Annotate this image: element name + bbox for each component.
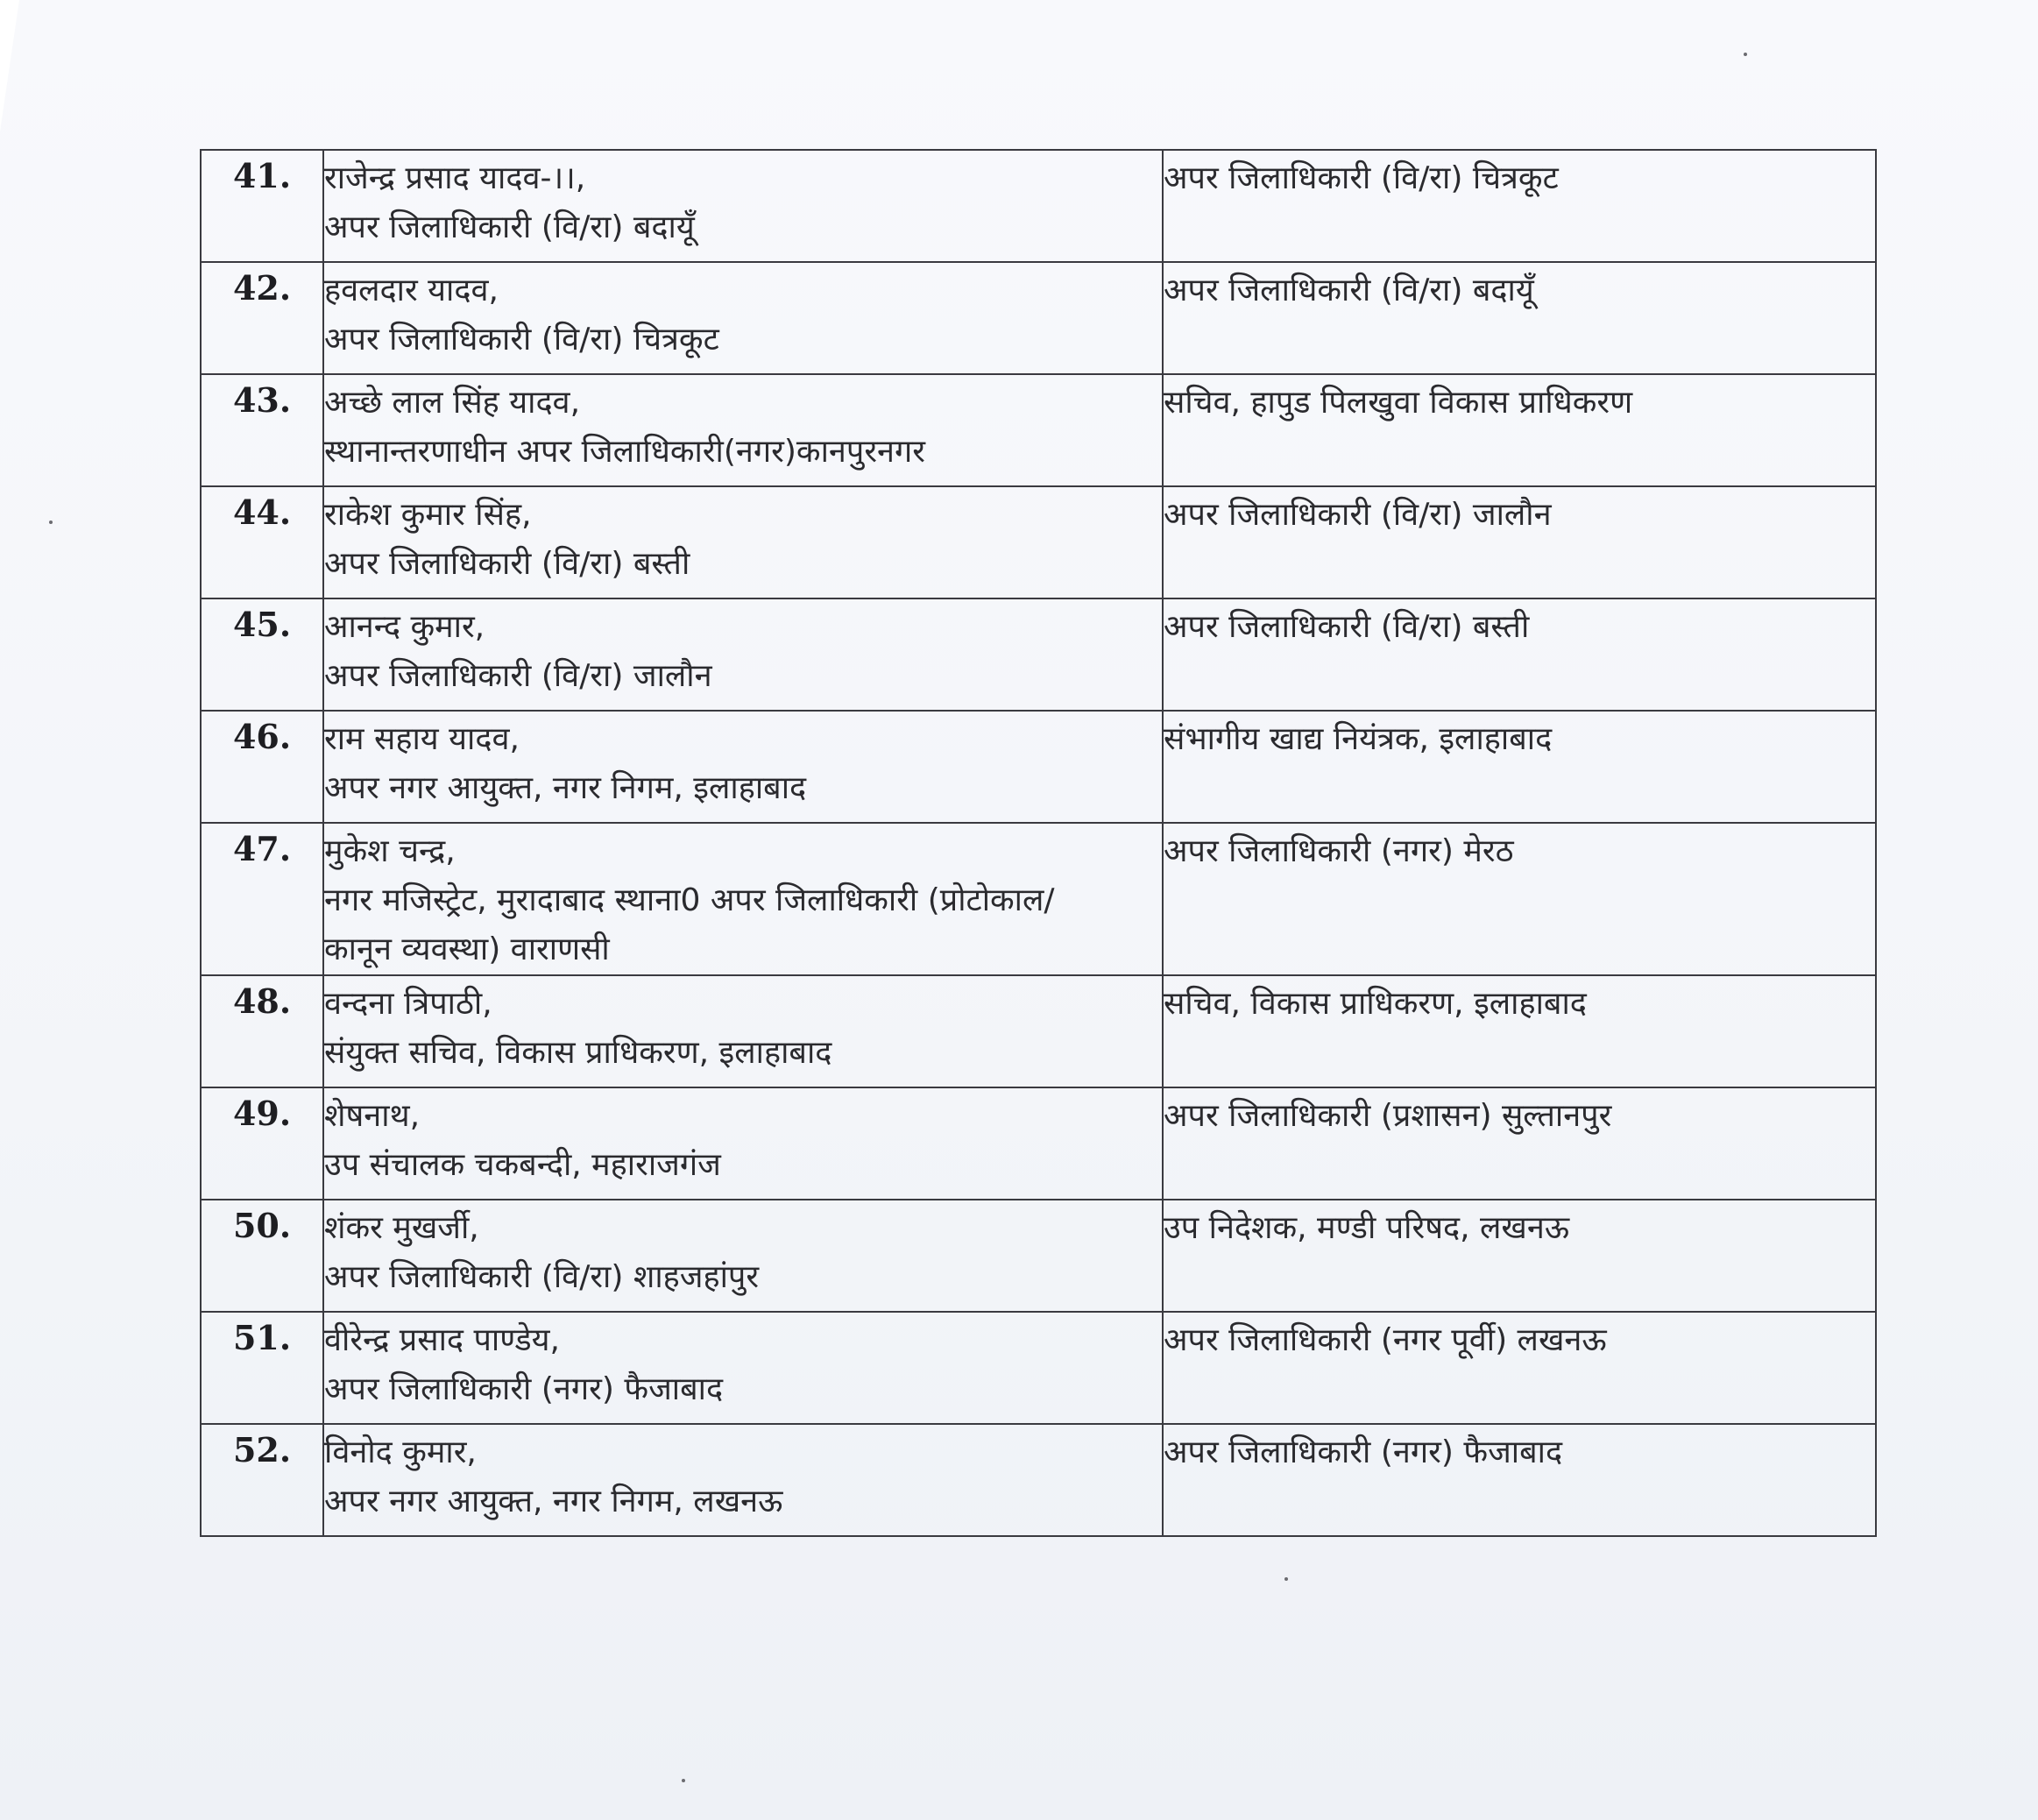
officer-name: आनन्द कुमार, xyxy=(324,609,485,645)
new-post-cell xyxy=(1163,1424,1876,1536)
serial-number: 52. xyxy=(232,1430,292,1469)
serial-number: 48. xyxy=(232,981,292,1021)
current-post: अपर नगर आयुक्त, नगर निगम, इलाहाबाद xyxy=(324,770,807,806)
serial-number-cell xyxy=(201,150,323,262)
current-post: नगर मजिस्ट्रेट, मुरादाबाद स्थाना0 अपर जिलाधिकारी (प्रोटोकाल/ xyxy=(324,882,1055,918)
new-post: अपर जिलाधिकारी (नगर) फैजाबाद xyxy=(1164,1434,1563,1470)
officer-cell xyxy=(323,1312,1163,1424)
table-row xyxy=(201,374,1876,486)
scan-speck xyxy=(1744,53,1747,56)
serial-number-cell xyxy=(201,823,323,975)
officer-cell xyxy=(323,711,1163,823)
new-post: अपर जिलाधिकारी (वि/रा) बस्ती xyxy=(1164,609,1530,645)
table-row xyxy=(201,598,1876,711)
serial-number: 41. xyxy=(232,156,292,195)
new-post: अपर जिलाधिकारी (वि/रा) जालौन xyxy=(1164,497,1552,533)
officer-cell xyxy=(323,598,1163,711)
scan-speck xyxy=(49,521,53,524)
current-post: अपर नगर आयुक्त, नगर निगम, लखनऊ xyxy=(324,1484,783,1519)
current-post: अपर जिलाधिकारी (वि/रा) चित्रकूट xyxy=(324,322,719,358)
serial-number-cell xyxy=(201,1312,323,1424)
scan-speck xyxy=(1284,1577,1288,1581)
current-post: अपर जिलाधिकारी (वि/रा) बस्ती xyxy=(324,546,690,582)
new-post: अपर जिलाधिकारी (नगर पूर्वी) लखनऊ xyxy=(1164,1322,1607,1358)
officer-name: वन्दना त्रिपाठी, xyxy=(324,986,492,1022)
officer-name: राम सहाय यादव, xyxy=(324,721,520,757)
serial-number-cell xyxy=(201,486,323,598)
officer-cell xyxy=(323,150,1163,262)
officer-name: विनोद कुमार, xyxy=(324,1434,477,1470)
new-post: अपर जिलाधिकारी (नगर) मेरठ xyxy=(1164,833,1514,869)
new-post-cell xyxy=(1163,262,1876,374)
officer-name: मुकेश चन्द्र, xyxy=(324,833,456,869)
table-row xyxy=(201,975,1876,1087)
serial-number: 46. xyxy=(232,717,292,756)
current-post: स्थानान्तरणाधीन अपर जिलाधिकारी(नगर)कानपुरनगर xyxy=(324,434,926,470)
serial-number-cell xyxy=(201,975,323,1087)
transfer-table xyxy=(200,149,1877,1537)
serial-number-cell xyxy=(201,711,323,823)
table-row xyxy=(201,1424,1876,1536)
new-post-cell xyxy=(1163,486,1876,598)
new-post: अपर जिलाधिकारी (वि/रा) चित्रकूट xyxy=(1164,160,1559,196)
new-post-cell xyxy=(1163,150,1876,262)
officer-name: वीरेन्द्र प्रसाद पाण्डेय, xyxy=(324,1322,560,1358)
officer-name: शंकर मुखर्जी, xyxy=(324,1210,479,1246)
new-post: अपर जिलाधिकारी (प्रशासन) सुल्तानपुर xyxy=(1164,1098,1612,1134)
officer-cell xyxy=(323,1424,1163,1536)
serial-number: 43. xyxy=(232,380,292,420)
officer-name: हवलदार यादव, xyxy=(324,273,499,308)
officer-cell xyxy=(323,262,1163,374)
officer-cell xyxy=(323,1200,1163,1312)
new-post-cell xyxy=(1163,1200,1876,1312)
new-post: संभागीय खाद्य नियंत्रक, इलाहाबाद xyxy=(1164,721,1553,757)
table-row xyxy=(201,1087,1876,1200)
serial-number-cell xyxy=(201,598,323,711)
scan-speck xyxy=(682,1779,685,1782)
serial-number: 49. xyxy=(232,1094,292,1133)
new-post-cell xyxy=(1163,975,1876,1087)
current-post-continued: कानून व्यवस्था) वाराणसी xyxy=(324,931,610,967)
officer-cell xyxy=(323,1087,1163,1200)
table-row xyxy=(201,486,1876,598)
current-post: उप संचालक चकबन्दी, महाराजगंज xyxy=(324,1147,721,1183)
new-post-cell xyxy=(1163,711,1876,823)
serial-number: 45. xyxy=(232,605,292,644)
serial-number: 47. xyxy=(232,829,292,868)
current-post: संयुक्त सचिव, विकास प्राधिकरण, इलाहाबाद xyxy=(324,1035,832,1071)
serial-number-cell xyxy=(201,1200,323,1312)
officer-name: अच्छे लाल सिंह यादव, xyxy=(324,385,581,421)
serial-number-cell xyxy=(201,1087,323,1200)
new-post-cell xyxy=(1163,1087,1876,1200)
table-row xyxy=(201,150,1876,262)
current-post: अपर जिलाधिकारी (वि/रा) शाहजहांपुर xyxy=(324,1259,760,1295)
new-post: सचिव, हापुड पिलखुवा विकास प्राधिकरण xyxy=(1164,385,1633,421)
serial-number: 44. xyxy=(232,492,292,532)
officer-cell xyxy=(323,374,1163,486)
serial-number: 50. xyxy=(232,1206,292,1245)
new-post: उप निदेशक, मण्डी परिषद, लखनऊ xyxy=(1164,1210,1570,1246)
officer-cell xyxy=(323,823,1163,975)
officer-cell xyxy=(323,975,1163,1087)
officer-name: शेषनाथ, xyxy=(324,1098,421,1134)
table-row xyxy=(201,711,1876,823)
serial-number-cell xyxy=(201,374,323,486)
current-post: अपर जिलाधिकारी (वि/रा) जालौन xyxy=(324,658,712,694)
page-corner-fold xyxy=(0,0,19,131)
new-post-cell xyxy=(1163,823,1876,975)
officer-name: राजेन्द्र प्रसाद यादव-।।, xyxy=(324,160,586,196)
table-row xyxy=(201,262,1876,374)
officer-name: राकेश कुमार सिंह, xyxy=(324,497,532,533)
table-row xyxy=(201,1200,1876,1312)
serial-number: 51. xyxy=(232,1318,292,1357)
serial-number-cell xyxy=(201,1424,323,1536)
current-post: अपर जिलाधिकारी (वि/रा) बदायूँ xyxy=(324,209,695,245)
table-row xyxy=(201,823,1876,975)
table-row xyxy=(201,1312,1876,1424)
serial-number-cell xyxy=(201,262,323,374)
new-post-cell xyxy=(1163,374,1876,486)
new-post-cell xyxy=(1163,1312,1876,1424)
new-post: अपर जिलाधिकारी (वि/रा) बदायूँ xyxy=(1164,273,1534,308)
current-post: अपर जिलाधिकारी (नगर) फैजाबाद xyxy=(324,1371,724,1407)
officer-cell xyxy=(323,486,1163,598)
new-post: सचिव, विकास प्राधिकरण, इलाहाबाद xyxy=(1164,986,1587,1022)
serial-number: 42. xyxy=(232,268,292,308)
new-post-cell xyxy=(1163,598,1876,711)
